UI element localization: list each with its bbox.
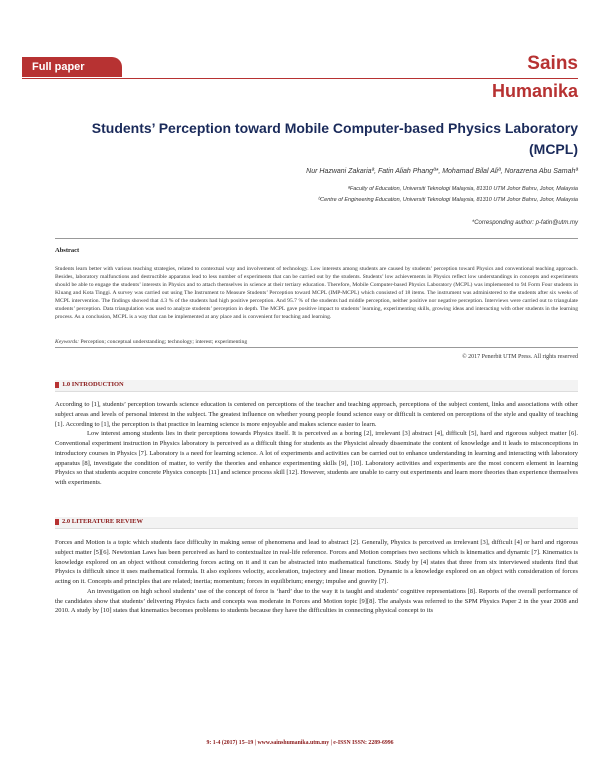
introduction-body (55, 400, 578, 488)
abstract-heading: Abstract (55, 247, 80, 254)
author-list: Nur Hazwani Zakariaª, Fatin Aliah Phangª*, Mohamad Bilal Aliª, Norazrena Abu Samahª (306, 168, 578, 175)
paragraph: An investigation on high school students’ use of the concept of force is ‘hard’ due to the way it is taught and students’ cognitive representations [8]. Reports of the overall performance of the candidates show that students’ delivering Physics facts and concepts was moderate in Forces and Motion topic [9][8]. The analysis was referred to the SPM Physics Paper 2 in the year 2008 and 2010. A study by [10] states that kinematics becomes problems to students because they have the difficulties in connecting physical concept to its (55, 587, 578, 615)
paragraph: According to [1], students’ perception towards science education is centered on perceptions of the teacher and teaching approach, perceptions of the subject content, links and associations with other subject areas and levels of personal interest in the subject. The greatest influence on whether young people found science easy or difficult is centered on perceptions of the style and quality of teaching [1]. According to [1], the perception is that practice in learning science is more enjoyable and makes science easier to learn. (55, 401, 578, 428)
keywords-list: Perception; conceptual understanding; technology; interest; experimenting (80, 339, 248, 345)
keywords-label: Keywords: (55, 339, 80, 345)
section-marker (55, 519, 59, 525)
section-marker (55, 382, 59, 388)
copyright-notice: © 2017 Penerbit UTM Press. All rights reserved (462, 354, 578, 360)
header-rule (22, 78, 578, 79)
page-footer: 9: 1-4 (2017) 15–19 | www.sainshumanika.utm.my | e-ISSN ISSN: 2289-6996 (206, 740, 394, 746)
journal-brand-humanika: Humanika (491, 81, 578, 101)
abstract-text: Students learn better with various teaching strategies, related to contextual way and involvement of technology. Low interests among students are caused by students’ perception toward Physics and conventional teaching approach. Besides, laboratory malfunctions and destructible apparatus lead to less number of experiments that can be carried out by the students. Students’ low achievements in Physics reflect low understandings in concepts and experiments should be able to engage the students’ interests in Physics and to attach themselves in science at their tertiary education. Therefore, Mobile Computer-based Physics Laboratory (MCPL) was implemented to 94 Form Four students in Kluang and Kota Tinggi. A survey was carried out using The Instrument to Measure Students’ Perception toward MCPL (IMP-MCPL) which consisted of 18 items. The instrument was administered to the students after six weeks of MCPL intervention. The findings showed that 4.3 % of the students had high positive perception. And 95.7 % of the students had middle perception, neither positive nor negative perception. Interviews were carried out to triangulate students’ perception. Data triangulation was used to analyze students’ perception in depth. The MCPL gave positive impact to students’ learning, experimenting skills, growing ideas and interacting with other students in the learning process. As a conclusion, MCPL is a way that can be implemented at any place and is convenient for teaching and learning. (55, 266, 578, 320)
abstract-top-rule (55, 238, 578, 239)
paper-title: Students’ Perception toward Mobile Computer-based Physics Laboratory (MCPL) (91, 120, 578, 157)
section-heading-literature-review (55, 517, 578, 529)
abstract-bottom-rule (55, 347, 578, 348)
section-heading-introduction (55, 380, 578, 392)
section-heading-text: 2.0 LITERATURE REVIEW (62, 518, 143, 525)
paragraph: Forces and Motion is a topic which students face difficulty in making sense of phenomena and lead to abstract [2]. Generally, Physics is perceived as irrelevant [3], difficult [4] or hard and rigorous subject matter [5][6]. Newtonian Laws has been perceived as hard to contextualize in real-life reference. Forces and Motion comprises two sections which is kinematics and dynamic [7]. Kinematics is knowledge explored on an object without considering forces acting on it and it can be abstracted into mathematical functions. Study by [4] states that three from six interviewed students find that Physics is difficult since it uses mathematical formula. It also explores velocity, acceleration, trajectory and linear motion. Dynamic is a knowledge explored on an object with consideration of forces acting on it. Concepts and principles that are related; inertia; momentum; forces in equilibrium; energy; impulse and gravity [7]. (55, 539, 578, 585)
affiliation-a: ªFaculty of Education, Universiti Teknologi Malaysia, 81310 UTM Johor Bahru, Johor, Malaysia (347, 186, 578, 192)
affiliation-b: ᵇCentre of Engineering Education, Universiti Teknologi Malaysia, 81310 UTM Johor Bahru, Johor, Malaysia (318, 197, 578, 203)
keywords (55, 339, 578, 345)
journal-brand-sains: Sains (527, 53, 578, 74)
paragraph: Low interest among students lies in their perceptions towards Physics itself. It is perceived as a boring [2], irrelevant [3] abstract [4], difficult [5], hard and rigorous subject matter [6]. Conventional experiment instruction in Physics laboratory is perceived as a difficult thing for students as the Physicist already disseminate the content of knowledge and it leads to misconceptions in introductory courses in Physics [7]. Laboratory is a need for learning science. A lot of experiments and activities can be carried out to enhance understanding in learning and interacting with laboratory apparatus [8], investigate the condition of matter, to verify the theories and enhance experimenting skills [9], [10]. Laboratory activities and experiments are the most concern element in learning Physics so that students acquire concrete Physics concepts [11] and science process skill [12]. However, students are unable to carry out experiments and learn more theories than experience themselves with experiments. (55, 430, 578, 486)
corresponding-author: *Corresponding author: p-fatin@utm.my (471, 220, 578, 226)
literature-review-body (55, 538, 578, 616)
full-paper-badge: Full paper (22, 57, 122, 77)
section-heading-text: 1.0 INTRODUCTION (62, 381, 124, 388)
